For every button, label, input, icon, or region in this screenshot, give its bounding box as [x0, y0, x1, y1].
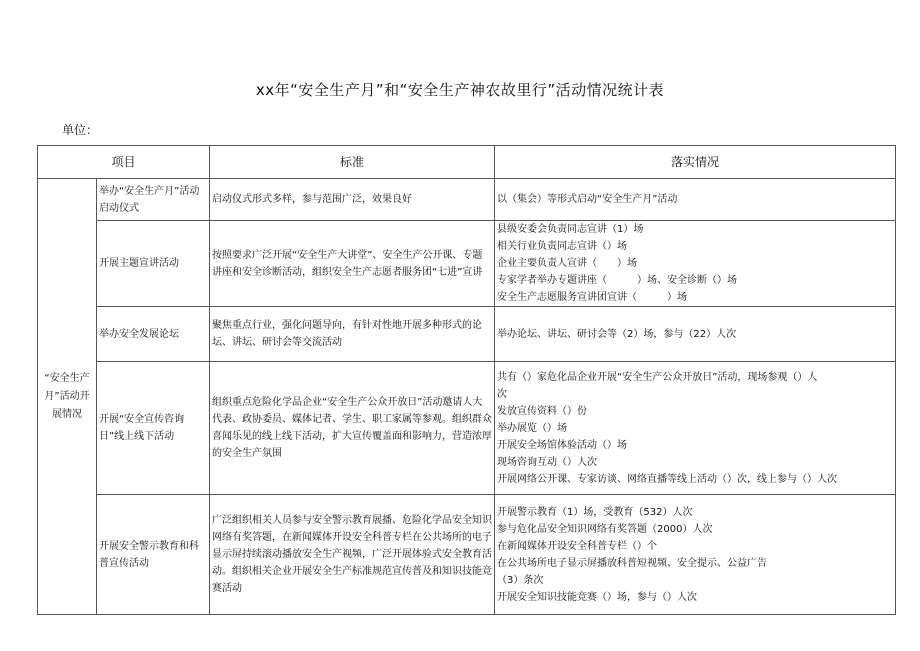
impl-line: 发放宣传资料（）份: [497, 405, 588, 417]
row-standard: 聚焦重点行业，强化问题导向，有针对性地开展多种形式的论坛、讲坛、研讨会等交流活动: [210, 307, 495, 362]
table-row: [38, 307, 896, 362]
impl-line: 共有（）家危化品企业开展“安全生产公众开放日”活动，现场参观（）人: [497, 371, 818, 383]
row-item: 开展安全警示教育和科普宣传活动: [97, 495, 210, 615]
row-implementation: [495, 495, 896, 615]
row-item: 开展“安全宣传咨询日”线上线下活动: [97, 362, 210, 495]
page-title: xx年“安全生产月”和“安全生产神农故里行”活动情况统计表: [255, 81, 665, 99]
row-item: 开展主题宣讲活动: [97, 221, 210, 307]
row-standard: 组织重点危险化学品企业“安全生产公众开放日”活动邀请人大代表、政协委员、媒体记者、学生、职工家属等参观。组织群众喜闻乐见的线上线下活动，扩大宣传覆盖面和影响力，营造浓厚的安全生产氛围: [210, 362, 495, 495]
table-row: [38, 179, 896, 221]
impl-line: 安全生产志愿服务宣讲团宣讲（ ）场: [497, 292, 688, 303]
impl-line: 县级安委会负责同志宣讲（1）场: [497, 224, 644, 235]
impl-line: 开展安全知识技能竞赛（）场，参与（）人次: [497, 591, 698, 603]
impl-line: 在公共场所电子显示屏播放科普短视频、安全提示、公益广告: [497, 557, 768, 569]
table-row: [38, 221, 896, 307]
row-item: 举办“安全生产月”活动启动仪式: [97, 179, 210, 221]
row-implementation: [495, 362, 896, 495]
impl-line: 开展安全场馆体验活动（）场: [497, 439, 628, 451]
impl-line: （3）条次: [497, 574, 544, 586]
impl-line: 开展警示教育（1）场，受教育（532）人次: [497, 506, 693, 518]
header-item: 项目: [38, 146, 210, 179]
impl-line: 现场咨询互动（）人次: [497, 456, 598, 468]
impl-line: 在新闻媒体开设安全科普专栏（）个: [497, 540, 658, 552]
row-implementation: [495, 179, 896, 221]
header-standard: 标准: [210, 146, 495, 179]
impl-line: 开展网络公开课、专家访谈、网络直播等线上活动（）次，线上参与（）人次: [497, 473, 838, 485]
row-standard: 按照要求广泛开展“安全生产大讲堂”、安全生产公开课、专题讲座和安全诊断活动，组织安全生产志愿者服务团“七进”宣讲: [210, 221, 495, 307]
row-standard: 广泛组织相关人员参与安全警示教育展播、危险化学品安全知识网络有奖答题，在新闻媒体开设安全科普专栏在公共场所的电子显示屏持续滚动播放安全生产视频，广泛开展体验式安全教育活动。组织相关企业开展安全生产标准规范宣传普及和知识技能竞赛活动: [210, 495, 495, 615]
impl-line: 参与危化品安全知识网络有奖答题（2000）人次: [497, 523, 713, 535]
impl-line: 相关行业负责同志宣讲（）场: [497, 241, 628, 252]
table-row: [38, 495, 896, 615]
impl-line: 举办论坛、讲坛、研讨会等（2）场，参与（22）人次: [497, 328, 737, 340]
impl-line: 次: [497, 388, 508, 400]
table-row: [38, 362, 896, 495]
impl-line: 企业主要负责人宣讲（ ）场: [497, 258, 638, 269]
impl-line: 以（集会）等形式启动“安全生产月”活动: [497, 194, 678, 205]
table-header-row: [38, 146, 896, 179]
statistics-table: [37, 145, 896, 615]
unit-label: 单位：: [62, 123, 99, 137]
impl-line: 举办展览（）场: [497, 422, 568, 434]
header-implementation: 落实情况: [495, 146, 896, 179]
row-implementation: [495, 307, 896, 362]
group-label: “安全生产月”活动开展情况: [38, 179, 97, 615]
row-implementation: [495, 221, 896, 307]
row-standard: 启动仪式形式多样，参与范围广泛，效果良好: [210, 179, 495, 221]
row-item: 举办安全发展论坛: [97, 307, 210, 362]
impl-line: 专家学者举办专题讲座（ ）场、安全诊断（）场: [497, 275, 738, 286]
